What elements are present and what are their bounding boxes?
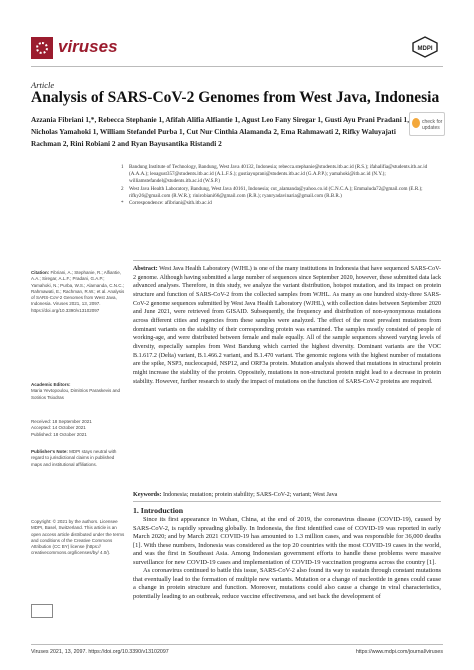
author-list: Azzania Fibriani 1,*, Rebecca Stephanie 1, Afifah Alifia Alfiantie 1, Agust Leo Fany Siregar 1, Gusti Ayu Prani Pradani 1, Nicholas Yamahoki 1, William Stefandel Purba 1, Cut Nur Cinthia Alamanda 2, Ema Rahmawati 2, Rifky Waluyajati Rachman 2, Rini Robiani 2 and Ryan Bayusantika Ristandi 2 — [31, 115, 410, 149]
mdpi-logo-icon — [412, 36, 438, 58]
affiliation-item: 2 West Java Health Laboratory, Bandung, West Java 40161, Indonesia; cut_alamanda@yahoo.co.id (C.N.C.A.); Emmaluda72@gmail.com (E.R.); rifky26@gmail.com (R.W.R.); rinirobiani66@gmail.com (R.R.); ryanryadavinaria@gmail.com (R.B.R.) — [121, 185, 423, 199]
publisher-name: MDPI — [417, 46, 433, 52]
dates-block — [31, 419, 126, 438]
abstract — [133, 265, 441, 386]
publisher-note: Publisher's Note: MDPI stays neutral with regard to jurisdictional claims in published maps and institutional affiliations. — [31, 449, 117, 467]
received-date: Received: 18 September 2021 — [31, 419, 92, 424]
introduction — [133, 516, 441, 601]
affiliation-item: * Correspondence: afibriani@sith.itb.ac.id — [121, 200, 212, 207]
intro-paragraph: As coronavirus continued to battle this issue, SARS-CoV-2 also found its way to sustain through constant mutations that eventually lead to the formation of multiple new variants. Mutation or a change of nucleotide in genes could cause a change in protein structure and function. Moreover, mutations could also cause a change in viral characteristics, potentially leading to an outbreak, reduce vaccine effectiveness, and set back the development of — [133, 567, 441, 600]
journal-logo-icon — [31, 37, 53, 59]
check-updates-badge[interactable] — [409, 112, 445, 136]
footer-citation[interactable]: Viruses 2021, 13, 2097. https://doi.org/10.3390/v13102097 — [31, 649, 169, 655]
affiliation-item: 1 Bandung Institute of Technology, Bandung, West Java 40132, Indonesia; rebecca.stephanie@students.itb.ac.id (R.S.); ifahalifia@students.itb.ac.id (A.A.A.); leoagust357@students.itb.ac.id (A.L.F.S.); gustiayuprani@students.itb.ac.id (G.A.P.P.); yamahoki@itb.ac.id (N.Y.); williamstefandel@students.itb.ac.id (W.S.P.) — [121, 164, 428, 185]
check-updates-icon — [412, 118, 420, 128]
accepted-date: Accepted: 14 October 2021 — [31, 425, 86, 431]
article-type: Article — [31, 80, 55, 90]
journal-name: viruses — [58, 37, 118, 56]
abstract-text: West Java Health Laboratory (WJHL) is one of the many institutions in Indonesia that have sequenced SARS-CoV-2 genome. Although having submitted a large number of sequences since September 2020, however, these submitted data lack advanced analyses. Therefore, in this study, we analyze the variant distribution, hotspot mutation, and its impact on protein structure and function of SARS-CoV-2 from the collected samples from WJHL. As many as one hundred sixty-three SARS-CoV-2 genome sequences submitted by West Java Health Laboratory (WJHL), with collection dates between September 2020 and June 2021, were retrieved from GISAID. Subsequently, the frequency and distribution of non-synonymous mutations across different cities and regencies from these samples were analyzed. The effect of the most prevalent mutations from dominant variants on the stability of their corresponding protein was examined. The samples mostly consisted of people of working-age, and were distributed between female and male equally. All of the sample sequences showed varying levels of diversity, especially samples from West Bandung which carried the highest diversity. Dominant variants are the VOC B.1.617.2 (Delta) variant, B.1.466.2 variant, and B.1.470 variant. The genomic regions with the highest number of mutations are the spike, NSP3, nucleocapsid, NSP12, and ORF3a protein. Mutation analysis showed that mutations in structural protein might increase the stability of the protein. Oppositely, mutations in non-structural protein might lead to a decrease in protein stability. However, further research to study the impact of mutations on the function of SARS-CoV-2 proteins are required. — [133, 266, 441, 385]
citation-block: Citation: Fibriani, A.; Stephanie, R.; Alfiantie, A.A.; Siregar, A.L.F.; Pradani, G.A.P.; Yamahoki, N.; Purba, W.S.; Alamanda, C.N.C.; Rahmawati, E.; Rachman, R.W.; et al. Analysis of SARS-CoV-2 Genomes from West Java, Indonesia. Viruses 2021, 13, 2097. https://doi.org/10.3390/v13102097 — [31, 270, 125, 313]
copyright-block: Copyright: © 2021 by the authors. Licensee MDPI, Basel, Switzerland. This article is an open access article distributed under the terms and conditions of the Creative Commons Attribution (CC BY) license (https:// creativecommons.org/licenses/by/ 4.0/). — [31, 519, 125, 556]
footer-divider — [31, 644, 443, 645]
affiliations — [121, 164, 429, 207]
check-updates-label: check for updates — [422, 119, 443, 131]
cc-by-logo-icon — [31, 604, 53, 618]
abstract-label: Abstract: — [133, 266, 158, 272]
keywords — [133, 491, 441, 500]
abstract-bottom-divider — [133, 501, 441, 502]
keywords-text: Indonesia; mutation; protein stability; SARS-CoV-2; variant; West Java — [162, 492, 338, 498]
editors-block: Academic Editors: Maria Yevtopoulou, Dimitrios Paraskevis and Sotirios Tsiodras — [31, 382, 121, 400]
footer-journal-link[interactable]: https://www.mdpi.com/journal/viruses — [355, 649, 443, 655]
footer — [31, 649, 443, 655]
section-heading: 1. Introduction — [133, 506, 184, 515]
header-divider — [31, 66, 443, 67]
abstract-top-divider — [133, 260, 441, 261]
keywords-label: Keywords: — [133, 492, 162, 498]
published-date: Published: 18 October 2021 — [31, 431, 87, 437]
page-title: Analysis of SARS-CoV-2 Genomes from West Java, Indonesia — [31, 89, 440, 106]
intro-paragraph: Since its first appearance in Wuhan, China, at the end of 2019, the coronavirus disease (COVID-19), caused by SARS-CoV-2, is rapidly spreading globally. In Indonesia, the first identified case of COVID-19 was reported in early March 2020; and by March 2021 COVID-19 has amounted to 1.3 million cases, and was responsible for 36,000 deaths [1]. With these numbers, Indonesia was considered as the top 20 countries with the most COVID-19 cases in the world, and was the first in Southeast Asia. Among Indonesian government efforts to handle these problems were massive surveillance for new COVID-19 cases and implementation of COVID-19 vaccination programs across the country [1]. — [133, 516, 441, 566]
